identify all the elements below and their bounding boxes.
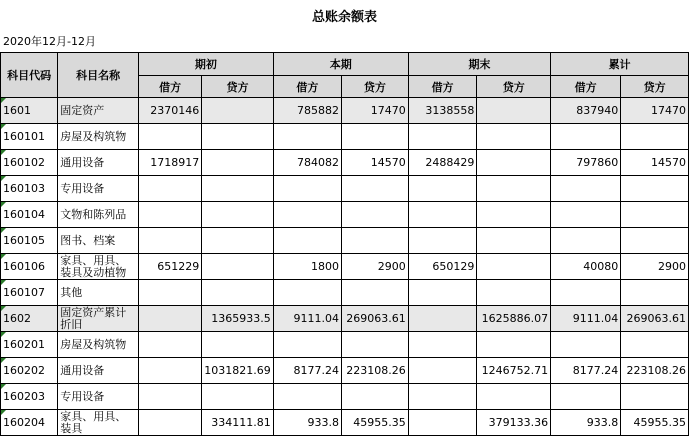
debit-amount-cell[interactable] xyxy=(408,358,477,384)
debit-amount-cell[interactable] xyxy=(273,228,341,254)
debit-amount-cell[interactable] xyxy=(273,384,341,410)
table-row[interactable] xyxy=(1,384,689,410)
subject-code-cell[interactable]: 1602 xyxy=(1,306,58,332)
table-row[interactable] xyxy=(1,254,689,280)
header-group-cumulative: 累计 xyxy=(551,53,689,76)
header-group-opening: 期初 xyxy=(139,53,274,76)
subject-name-cell[interactable]: 图书、档案 xyxy=(58,228,139,254)
header-debit: 借方 xyxy=(139,76,202,98)
credit-amount-cell[interactable]: 45955.35 xyxy=(342,410,409,436)
credit-amount-cell[interactable] xyxy=(621,124,689,150)
subject-code-cell[interactable]: 160203 xyxy=(1,384,58,410)
subject-name-cell[interactable]: 房屋及构筑物 xyxy=(58,332,139,358)
subject-name-cell[interactable]: 通用设备 xyxy=(58,150,139,176)
credit-amount-cell[interactable] xyxy=(621,176,689,202)
credit-amount-cell[interactable]: 1365933.5 xyxy=(202,306,273,332)
credit-amount-cell[interactable] xyxy=(477,176,551,202)
debit-amount-cell[interactable] xyxy=(273,124,341,150)
header-credit: 贷方 xyxy=(202,76,273,98)
credit-amount-cell[interactable] xyxy=(342,124,409,150)
debit-amount-cell[interactable]: 40080 xyxy=(551,254,621,280)
debit-amount-cell[interactable]: 9111.04 xyxy=(551,306,621,332)
credit-amount-cell[interactable]: 269063.61 xyxy=(342,306,409,332)
header-debit: 借方 xyxy=(408,76,477,98)
debit-amount-cell[interactable]: 651229 xyxy=(139,254,202,280)
debit-amount-cell[interactable]: 933.8 xyxy=(551,410,621,436)
debit-amount-cell[interactable] xyxy=(408,332,477,358)
credit-amount-cell[interactable] xyxy=(477,98,551,124)
debit-amount-cell[interactable] xyxy=(408,228,477,254)
debit-amount-cell[interactable] xyxy=(139,202,202,228)
debit-amount-cell[interactable] xyxy=(551,280,621,306)
debit-amount-cell[interactable]: 933.8 xyxy=(273,410,341,436)
credit-amount-cell[interactable]: 1031821.69 xyxy=(202,358,273,384)
credit-amount-cell[interactable] xyxy=(477,150,551,176)
debit-amount-cell[interactable]: 1800 xyxy=(273,254,341,280)
subject-name-cell[interactable]: 固定资产 xyxy=(58,98,139,124)
subject-code-cell[interactable]: 160101 xyxy=(1,124,58,150)
credit-amount-cell[interactable] xyxy=(477,332,551,358)
debit-amount-cell[interactable]: 2370146 xyxy=(139,98,202,124)
debit-amount-cell[interactable] xyxy=(139,410,202,436)
header-debit: 借方 xyxy=(551,76,621,98)
subject-code-cell[interactable]: 160204 xyxy=(1,410,58,436)
credit-amount-cell[interactable]: 2900 xyxy=(621,254,689,280)
debit-amount-cell[interactable] xyxy=(551,176,621,202)
debit-amount-cell[interactable] xyxy=(139,280,202,306)
debit-amount-cell[interactable] xyxy=(551,384,621,410)
credit-amount-cell[interactable] xyxy=(202,124,273,150)
credit-amount-cell[interactable] xyxy=(342,332,409,358)
debit-amount-cell[interactable]: 9111.04 xyxy=(273,306,341,332)
table-row[interactable] xyxy=(1,332,689,358)
summary-row[interactable] xyxy=(1,306,689,332)
debit-amount-cell[interactable]: 784082 xyxy=(273,150,341,176)
subject-code-cell[interactable]: 160201 xyxy=(1,332,58,358)
credit-amount-cell[interactable] xyxy=(342,202,409,228)
subject-name-cell[interactable]: 其他 xyxy=(58,280,139,306)
debit-amount-cell[interactable] xyxy=(273,280,341,306)
credit-amount-cell[interactable] xyxy=(477,124,551,150)
credit-amount-cell[interactable] xyxy=(477,202,551,228)
table-row[interactable] xyxy=(1,150,689,176)
debit-amount-cell[interactable] xyxy=(139,358,202,384)
credit-amount-cell[interactable] xyxy=(477,254,551,280)
debit-amount-cell[interactable] xyxy=(408,202,477,228)
debit-amount-cell[interactable] xyxy=(551,332,621,358)
credit-amount-cell[interactable] xyxy=(342,384,409,410)
debit-amount-cell[interactable] xyxy=(273,176,341,202)
debit-amount-cell[interactable] xyxy=(139,332,202,358)
subject-name-cell[interactable]: 家具、用具、装具 xyxy=(58,410,139,436)
debit-amount-cell[interactable]: 785882 xyxy=(273,98,341,124)
credit-amount-cell[interactable] xyxy=(621,228,689,254)
header-credit: 贷方 xyxy=(342,76,409,98)
header-credit: 贷方 xyxy=(621,76,689,98)
debit-amount-cell[interactable] xyxy=(139,124,202,150)
debit-amount-cell[interactable] xyxy=(408,384,477,410)
credit-amount-cell[interactable]: 269063.61 xyxy=(621,306,689,332)
debit-amount-cell[interactable]: 1718917 xyxy=(139,150,202,176)
debit-amount-cell[interactable]: 650129 xyxy=(408,254,477,280)
credit-amount-cell[interactable]: 1625886.07 xyxy=(477,306,551,332)
credit-amount-cell[interactable] xyxy=(621,332,689,358)
credit-amount-cell[interactable] xyxy=(202,228,273,254)
credit-amount-cell[interactable] xyxy=(477,280,551,306)
header-group-current: 本期 xyxy=(273,53,408,76)
credit-amount-cell[interactable] xyxy=(621,384,689,410)
subject-code-cell[interactable]: 160105 xyxy=(1,228,58,254)
debit-amount-cell[interactable]: 837940 xyxy=(551,98,621,124)
report-title: 总账余额表 xyxy=(311,10,377,25)
debit-amount-cell[interactable] xyxy=(139,306,202,332)
credit-amount-cell[interactable] xyxy=(202,150,273,176)
debit-amount-cell[interactable] xyxy=(408,124,477,150)
subject-code-cell[interactable]: 160102 xyxy=(1,150,58,176)
debit-amount-cell[interactable] xyxy=(408,410,477,436)
credit-amount-cell[interactable]: 334111.81 xyxy=(202,410,273,436)
subject-name-cell[interactable]: 专用设备 xyxy=(58,176,139,202)
credit-amount-cell[interactable] xyxy=(202,176,273,202)
table-row[interactable] xyxy=(1,280,689,306)
subject-name-cell[interactable]: 专用设备 xyxy=(58,384,139,410)
header-credit: 贷方 xyxy=(477,76,551,98)
credit-amount-cell[interactable] xyxy=(202,98,273,124)
credit-amount-cell[interactable]: 223108.26 xyxy=(621,358,689,384)
debit-amount-cell[interactable]: 8177.24 xyxy=(551,358,621,384)
table-row[interactable] xyxy=(1,124,689,150)
summary-row[interactable] xyxy=(1,98,689,124)
subject-name-cell[interactable]: 文物和陈列品 xyxy=(58,202,139,228)
debit-amount-cell[interactable] xyxy=(551,228,621,254)
header-subject-code: 科目代码 xyxy=(1,53,58,98)
credit-amount-cell[interactable]: 45955.35 xyxy=(621,410,689,436)
credit-amount-cell[interactable] xyxy=(342,176,409,202)
credit-amount-cell[interactable] xyxy=(342,228,409,254)
credit-amount-cell[interactable] xyxy=(202,384,273,410)
table-row[interactable] xyxy=(1,410,689,436)
debit-amount-cell[interactable] xyxy=(273,202,341,228)
debit-amount-cell[interactable] xyxy=(139,176,202,202)
debit-amount-cell[interactable]: 8177.24 xyxy=(273,358,341,384)
subject-name-cell[interactable]: 通用设备 xyxy=(58,358,139,384)
subject-code-cell[interactable]: 160107 xyxy=(1,280,58,306)
subject-code-cell[interactable]: 160202 xyxy=(1,358,58,384)
credit-amount-cell[interactable] xyxy=(477,228,551,254)
debit-amount-cell[interactable] xyxy=(408,176,477,202)
credit-amount-cell[interactable] xyxy=(477,384,551,410)
debit-amount-cell[interactable]: 2488429 xyxy=(408,150,477,176)
subject-name-cell[interactable]: 房屋及构筑物 xyxy=(58,124,139,150)
credit-amount-cell[interactable]: 14570 xyxy=(342,150,409,176)
header-group-closing: 期末 xyxy=(408,53,550,76)
credit-amount-cell[interactable]: 14570 xyxy=(621,150,689,176)
credit-amount-cell[interactable]: 2900 xyxy=(342,254,409,280)
credit-amount-cell[interactable]: 1246752.71 xyxy=(477,358,551,384)
table-row[interactable] xyxy=(1,176,689,202)
debit-amount-cell[interactable]: 3138558 xyxy=(408,98,477,124)
credit-amount-cell[interactable]: 17470 xyxy=(621,98,689,124)
debit-amount-cell[interactable] xyxy=(139,384,202,410)
debit-amount-cell[interactable] xyxy=(408,306,477,332)
credit-amount-cell[interactable]: 223108.26 xyxy=(342,358,409,384)
subject-code-cell[interactable]: 160104 xyxy=(1,202,58,228)
debit-amount-cell[interactable] xyxy=(408,280,477,306)
debit-amount-cell[interactable] xyxy=(273,332,341,358)
credit-amount-cell[interactable] xyxy=(202,332,273,358)
credit-amount-cell[interactable]: 379133.36 xyxy=(477,410,551,436)
debit-amount-cell[interactable]: 797860 xyxy=(551,150,621,176)
debit-amount-cell[interactable] xyxy=(139,228,202,254)
subject-code-cell[interactable]: 160103 xyxy=(1,176,58,202)
credit-amount-cell[interactable] xyxy=(202,280,273,306)
credit-amount-cell[interactable] xyxy=(202,254,273,280)
credit-amount-cell[interactable] xyxy=(621,202,689,228)
header-debit: 借方 xyxy=(273,76,341,98)
credit-amount-cell[interactable] xyxy=(202,202,273,228)
table-row[interactable] xyxy=(1,228,689,254)
credit-amount-cell[interactable] xyxy=(342,280,409,306)
table-row[interactable] xyxy=(1,202,689,228)
credit-amount-cell[interactable] xyxy=(621,280,689,306)
subject-name-cell[interactable]: 家具、用具、装具及动植物 xyxy=(58,254,139,280)
ledger-balance-table xyxy=(0,52,689,436)
report-period: 2020年12月-12月 xyxy=(3,35,96,48)
subject-code-cell[interactable]: 1601 xyxy=(1,98,58,124)
debit-amount-cell[interactable] xyxy=(551,202,621,228)
table-row[interactable] xyxy=(1,358,689,384)
debit-amount-cell[interactable] xyxy=(551,124,621,150)
subject-name-cell[interactable]: 固定资产累计折旧 xyxy=(58,306,139,332)
subject-code-cell[interactable]: 160106 xyxy=(1,254,58,280)
credit-amount-cell[interactable]: 17470 xyxy=(342,98,409,124)
header-subject-name: 科目名称 xyxy=(58,53,139,98)
